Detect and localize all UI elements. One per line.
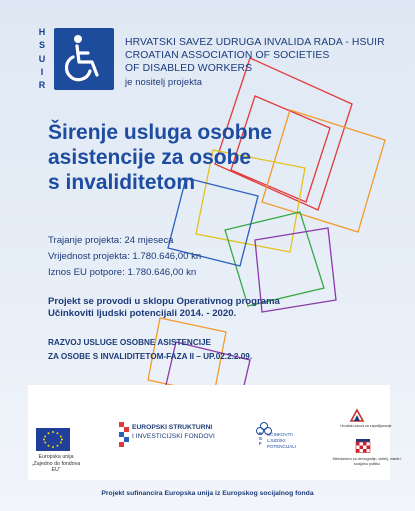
esf-letter: S [259, 436, 262, 442]
esf-side-letters [259, 431, 265, 447]
eu-label-line: „Zajedno do fondova EU“ [31, 460, 81, 473]
project-holder-label: je nositelj projekta [125, 76, 203, 87]
esif-mark-icon [116, 420, 132, 454]
project-value: Vrijednost projekta: 1.780.646,00 kn [48, 251, 202, 262]
logo-letter: I [40, 66, 44, 77]
logo-letter: H [38, 27, 46, 37]
organization-block [125, 36, 385, 88]
esif-line: I INVESTICIJSKI FONDOVI [132, 433, 215, 440]
eu-label-line: Europska unija [38, 454, 74, 460]
esf-line: UČINKOVITI [267, 432, 293, 437]
esif-line: EUROPSKI STRUKTURNI [132, 424, 213, 431]
esf-line: POTENCIJALI [267, 444, 297, 449]
hzz-logo-icon [345, 407, 369, 423]
organization-name-en-1: CROATIAN ASSOCIATION OF SOCIETIES [125, 50, 330, 61]
program-note [48, 296, 280, 320]
esf-letter: F [259, 441, 262, 447]
organization-name: HRVATSKI SAVEZ UDRUGA INVALIDA RADA - HSUIR [125, 37, 385, 48]
title-line: Širenje usluga osobne [48, 121, 273, 144]
title-line: asistencije za osobe [48, 146, 252, 169]
phase-line: ZA OSOBE S INVALIDITETOM-FAZA II – UP.02.2.2.09. [48, 352, 253, 361]
organization-name-en-2: OF DISABLED WORKERS [125, 63, 253, 74]
frame-green [225, 212, 324, 306]
esf-letter: E [259, 431, 262, 436]
eu-support-amount: Iznos EU potpore: 1.780.646,00 kn [48, 267, 197, 278]
title-line: s invaliditetom [48, 171, 196, 194]
project-facts [48, 233, 201, 281]
phase-line: RAZVOJ USLUGE OSOBNE ASISTENCIJE [48, 338, 212, 347]
logo-letter: U [38, 53, 46, 64]
wheelchair-icon [54, 28, 114, 90]
program-line: Projekt se provodi u sklopu Operativnog programa [48, 296, 280, 307]
logo-letter: S [38, 40, 45, 51]
funding-statement: Projekt sufinancira Europska unija iz Europskog socijalnog fonda [101, 490, 314, 497]
eu-label [30, 454, 82, 474]
esf-label [267, 432, 296, 450]
project-duration: Trajanje projekta: 24 mjeseca [48, 235, 174, 246]
program-line: Učinkoviti ljudski potencijali 2014. - 2020. [48, 308, 237, 319]
eu-flag-icon [36, 428, 70, 451]
project-title [48, 120, 308, 195]
project-phase [48, 336, 252, 364]
logo-side-letters [34, 28, 50, 90]
esif-label [132, 423, 215, 441]
esf-line: LJUDSKI [267, 438, 286, 443]
ministry-label: Ministarstvo za demografiju, obitelj, mlade i socijalnu politiku [332, 457, 402, 466]
logo-letter: R [38, 80, 46, 90]
hsuir-logo [34, 28, 114, 90]
croatian-coat-of-arms-icon [355, 437, 371, 455]
hzz-label: Hrvatski zavod za zapošljavanje [340, 424, 392, 428]
logo-square [54, 28, 114, 90]
